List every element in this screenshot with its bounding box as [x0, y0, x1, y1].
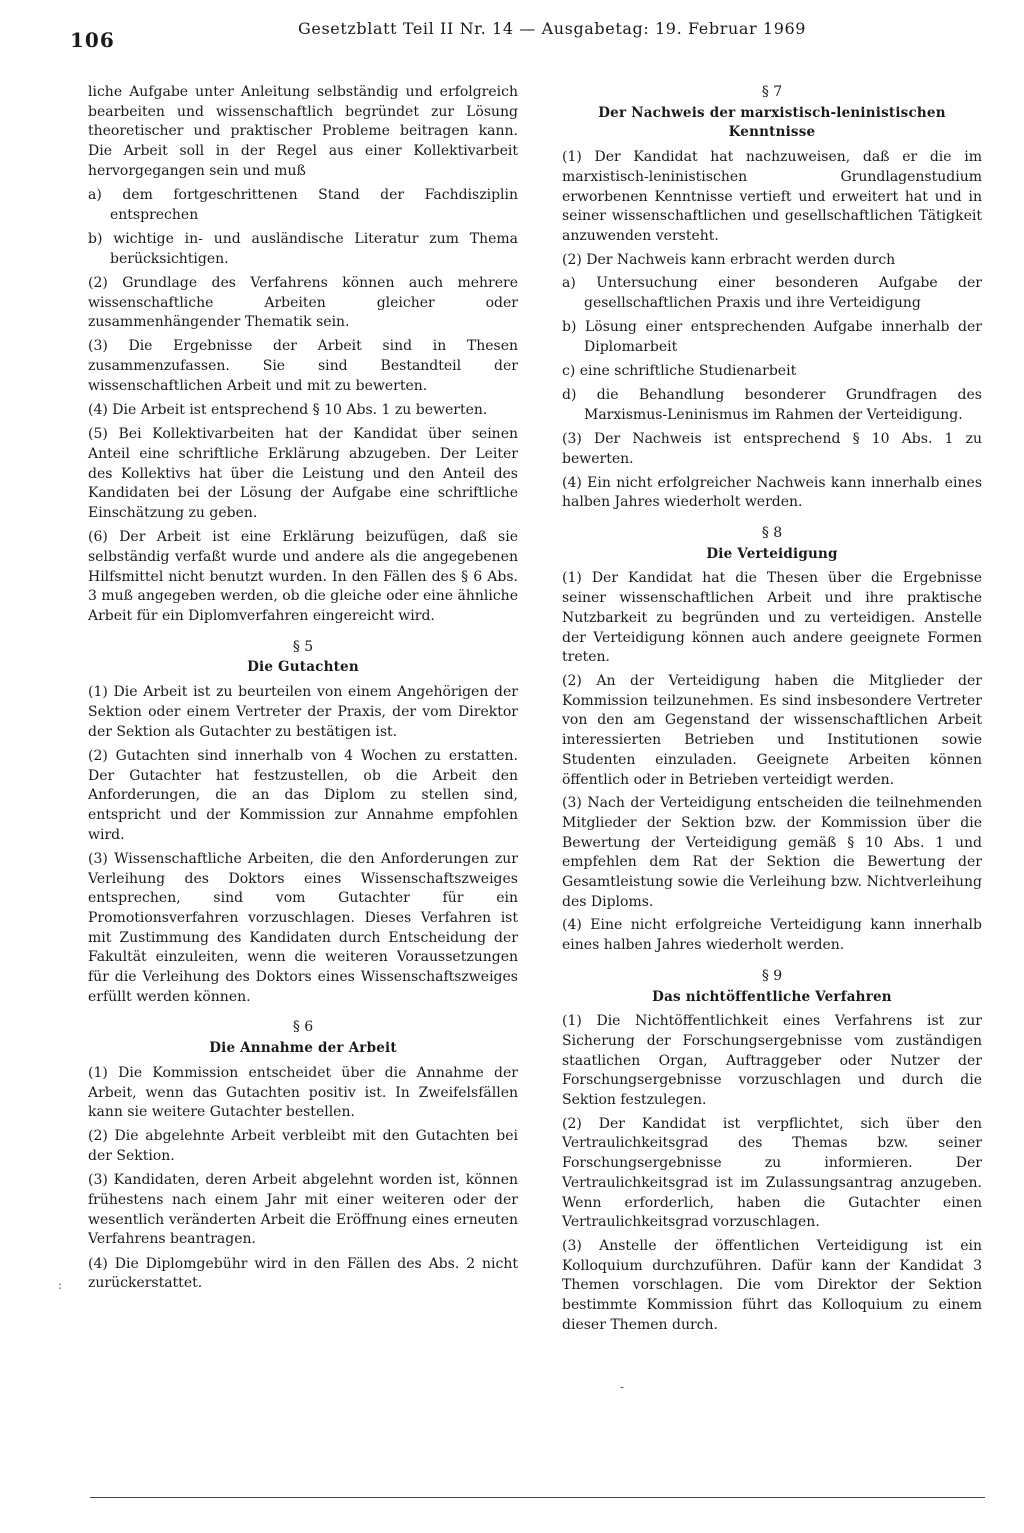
paragraph: (1) Die Nichtöffentlichkeit eines Verfahrens ist zur Sicherung der Forschungsergebnisse vom zuständigen staatlichen Organ, Auftraggeber oder Nutzer der Forschungsergebnisse vorzuschlagen und durch die Sektion festzulegen.: [562, 1013, 982, 1109]
section-title: Die Annahme der Arbeit: [209, 1040, 397, 1057]
paragraph: (4) Die Arbeit ist entsprechend § 10 Abs. 1 zu bewerten.: [88, 402, 488, 419]
paragraph: (6) Der Arbeit ist eine Erklärung beizufügen, daß sie selbständig verfaßt wurde und andere als die angegebenen Hilfsmittel nicht benutzt wurden. In den Fällen des § 6 Abs. 3 muß angegeben werden, ob die gleiche oder eine ähnliche Arbeit für ein Diplomverfahren eingereicht wird.: [88, 529, 518, 625]
scan-speck: -: [620, 1380, 625, 1394]
running-header: Gesetzblatt Teil II Nr. 14 — Ausgabetag: 19. Februar 1969: [298, 19, 807, 38]
list-item: d) die Behandlung besonderer Grundfragen des Marxismus-Leninismus im Rahmen der Verteidigung.: [562, 387, 982, 424]
paragraph: (1) Der Kandidat hat nachzuweisen, daß er die im marxistisch-leninistischen Grundlagenstudium erworbenen Kenntnisse vertieft und erweitert hat und in seiner wissenschaftlichen und gesellschaftlichen Tätigkeit anzuwenden versteht.: [562, 149, 982, 244]
section-title: Die Verteidigung: [706, 545, 838, 562]
section-number: § 5: [292, 638, 314, 655]
paragraph: (3) Der Nachweis ist entsprechend § 10 Abs. 1 zu bewerten.: [562, 431, 982, 467]
list-item: a) Untersuchung einer besonderen Aufgabe der gesellschaftlichen Praxis und ihre Verteidigung: [562, 275, 982, 312]
paragraph: (4) Ein nicht erfolgreicher Nachweis kann innerhalb eines halben Jahres wiederholt werden.: [562, 474, 982, 511]
right-column: [562, 83, 982, 1339]
list-item: a) dem fortgeschrittenen Stand der Fachdisziplin entsprechen: [88, 187, 518, 223]
section-number: § 7: [761, 84, 783, 100]
paragraph: (3) Anstelle der öffentlichen Verteidigung ist ein Kolloquium durchzuführen. Dafür kann der Kandidat 3 Themen vorschlagen. Die vom Direktor der Sektion bestimmte Kommission führt das Kolloquium zu einem dieser Themen durch.: [562, 1237, 982, 1333]
paragraph: (3) Kandidaten, deren Arbeit abgelehnt worden ist, können frühestens nach einem Jahr mit einer weiteren oder der wesentlich veränderten Arbeit die Eröffnung eines erneuten Verfahrens beantragen.: [88, 1172, 518, 1248]
section-number: § 6: [292, 1019, 314, 1036]
paragraph: (4) Die Diplomgebühr wird in den Fällen des Abs. 2 nicht zurückerstattet.: [88, 1255, 518, 1292]
section-title: Die Gutachten: [247, 659, 359, 676]
paragraph: (2) Der Nachweis kann erbracht werden durch: [562, 251, 896, 268]
list-item: b) wichtige in- und ausländische Literatur zum Thema berücksichtigen.: [88, 230, 518, 267]
scan-speck: :: [58, 1278, 63, 1292]
section-number: § 9: [761, 967, 783, 984]
page-number: 106: [70, 28, 115, 52]
section-title: Der Nachweis der marxistisch-leninistischen Kenntnisse: [598, 104, 946, 141]
paragraph: (2) Grundlage des Verfahrens können auch mehrere wissenschaftliche Arbeiten gleicher oder zusammenhängender Thematik sein.: [88, 274, 518, 331]
left-column: [88, 83, 518, 1299]
section-title: Das nichtöffentliche Verfahren: [652, 988, 892, 1005]
list-item: c) eine schriftliche Studienarbeit: [562, 363, 797, 380]
list-item: b) Lösung einer entsprechenden Aufgabe innerhalb der Diplomarbeit: [562, 319, 982, 355]
paragraph: (3) Nach der Verteidigung entscheiden die teilnehmenden Mitglieder der Sektion bzw. der Kommission über die Bewertung der Verteidigung gemäß § 10 Abs. 1 und empfehlen dem Rat der Sektion die Bewertung der Gesamtleistung sowie die Verleihung bzw. Nichtverleihung des Diploms.: [562, 795, 982, 910]
paragraph: (5) Bei Kollektivarbeiten hat der Kandidat über seinen Anteil eine schriftliche Erklärung abzugeben. Der Leiter des Kollektivs hat über die Leistung und den Anteil des Kandidaten bei der Lösung der Aufgabe eine schriftliche Einschätzung zu geben.: [88, 426, 518, 522]
paragraph: (2) An der Verteidigung haben die Mitglieder der Kommission teilzunehmen. Es sind insbesondere Vertreter von den am Gegenstand der wissenschaftlichen Arbeit interessierten Betrieben und Institutionen sowie Studenten einzuladen. Geeignete Arbeiten können öffentlich oder in Betrieben verteidigt werden.: [562, 672, 982, 788]
paragraph: (3) Wissenschaftliche Arbeiten, die den Anforderungen zur Verleihung des Doktors eines Wissenschaftszweiges entsprechen, sind vom Gutachter für ein Promotionsverfahren vorzuschlagen. Dieses Verfahren ist mit Zustimmung des Kandidaten durch Entscheidung der Fakultät einzuleiten, wenn die weiteren Voraussetzungen für die Verleihung des Doktors eines Wissenschaftszweiges erfüllt werden können.: [88, 850, 518, 1005]
paragraph: (3) Die Ergebnisse der Arbeit sind in Thesen zusammenzufassen. Sie sind Bestandteil der wissenschaftlichen Arbeit und mit zu bewerten.: [88, 338, 518, 394]
footer-rule: [90, 1497, 985, 1498]
paragraph: liche Aufgabe unter Anleitung selbständig und erfolgreich bearbeiten und wissenschaftlich begründet zur Lösung theoretischer und praktischer Probleme beitragen kann. Die Arbeit soll in der Regel aus einer Kollektivarbeit hervorgegangen sein und muß: [88, 84, 518, 179]
paragraph: (1) Der Kandidat hat die Thesen über die Ergebnisse seiner wissenschaftlichen Arbeit und ihre praktische Nutzbarkeit zu begründen und zu verteidigen. Anstelle der Verteidigung können auch andere geeignete Formen treten.: [562, 570, 982, 666]
paragraph: (2) Gutachten sind innerhalb von 4 Wochen zu erstatten. Der Gutachter hat festzustellen, ob die Arbeit den Anforderungen, die an das Diplom zu stellen sind, entspricht und der Kommission zur Annahme empfohlen wird.: [88, 747, 518, 843]
paragraph: (1) Die Arbeit ist zu beurteilen von einem Angehörigen der Sektion oder einem Vertreter der Praxis, der vom Direktor der Sektion als Gutachter zu bestätigen ist.: [88, 684, 518, 740]
paragraph: (2) Der Kandidat ist verpflichtet, sich über den Vertraulichkeitsgrad des Themas bzw. seiner Forschungsergebnisse zu informieren. Der Vertraulichkeitsgrad ist im Zulassungsantrag anzugeben. Wenn erforderlich, haben die Gutachter einen Vertraulichkeitsgrad vorzuschlagen.: [562, 1115, 982, 1231]
section-number: § 8: [761, 525, 783, 542]
paragraph: (2) Die abgelehnte Arbeit verbleibt mit den Gutachten bei der Sektion.: [88, 1128, 518, 1165]
paragraph: (1) Die Kommission entscheidet über die Annahme der Arbeit, wenn das Gutachten positiv ist. In Zweifelsfällen kann sie weitere Gutachter bestellen.: [88, 1064, 518, 1121]
paragraph: (4) Eine nicht erfolgreiche Verteidigung kann innerhalb eines halben Jahres wiederholt werden.: [562, 917, 982, 954]
